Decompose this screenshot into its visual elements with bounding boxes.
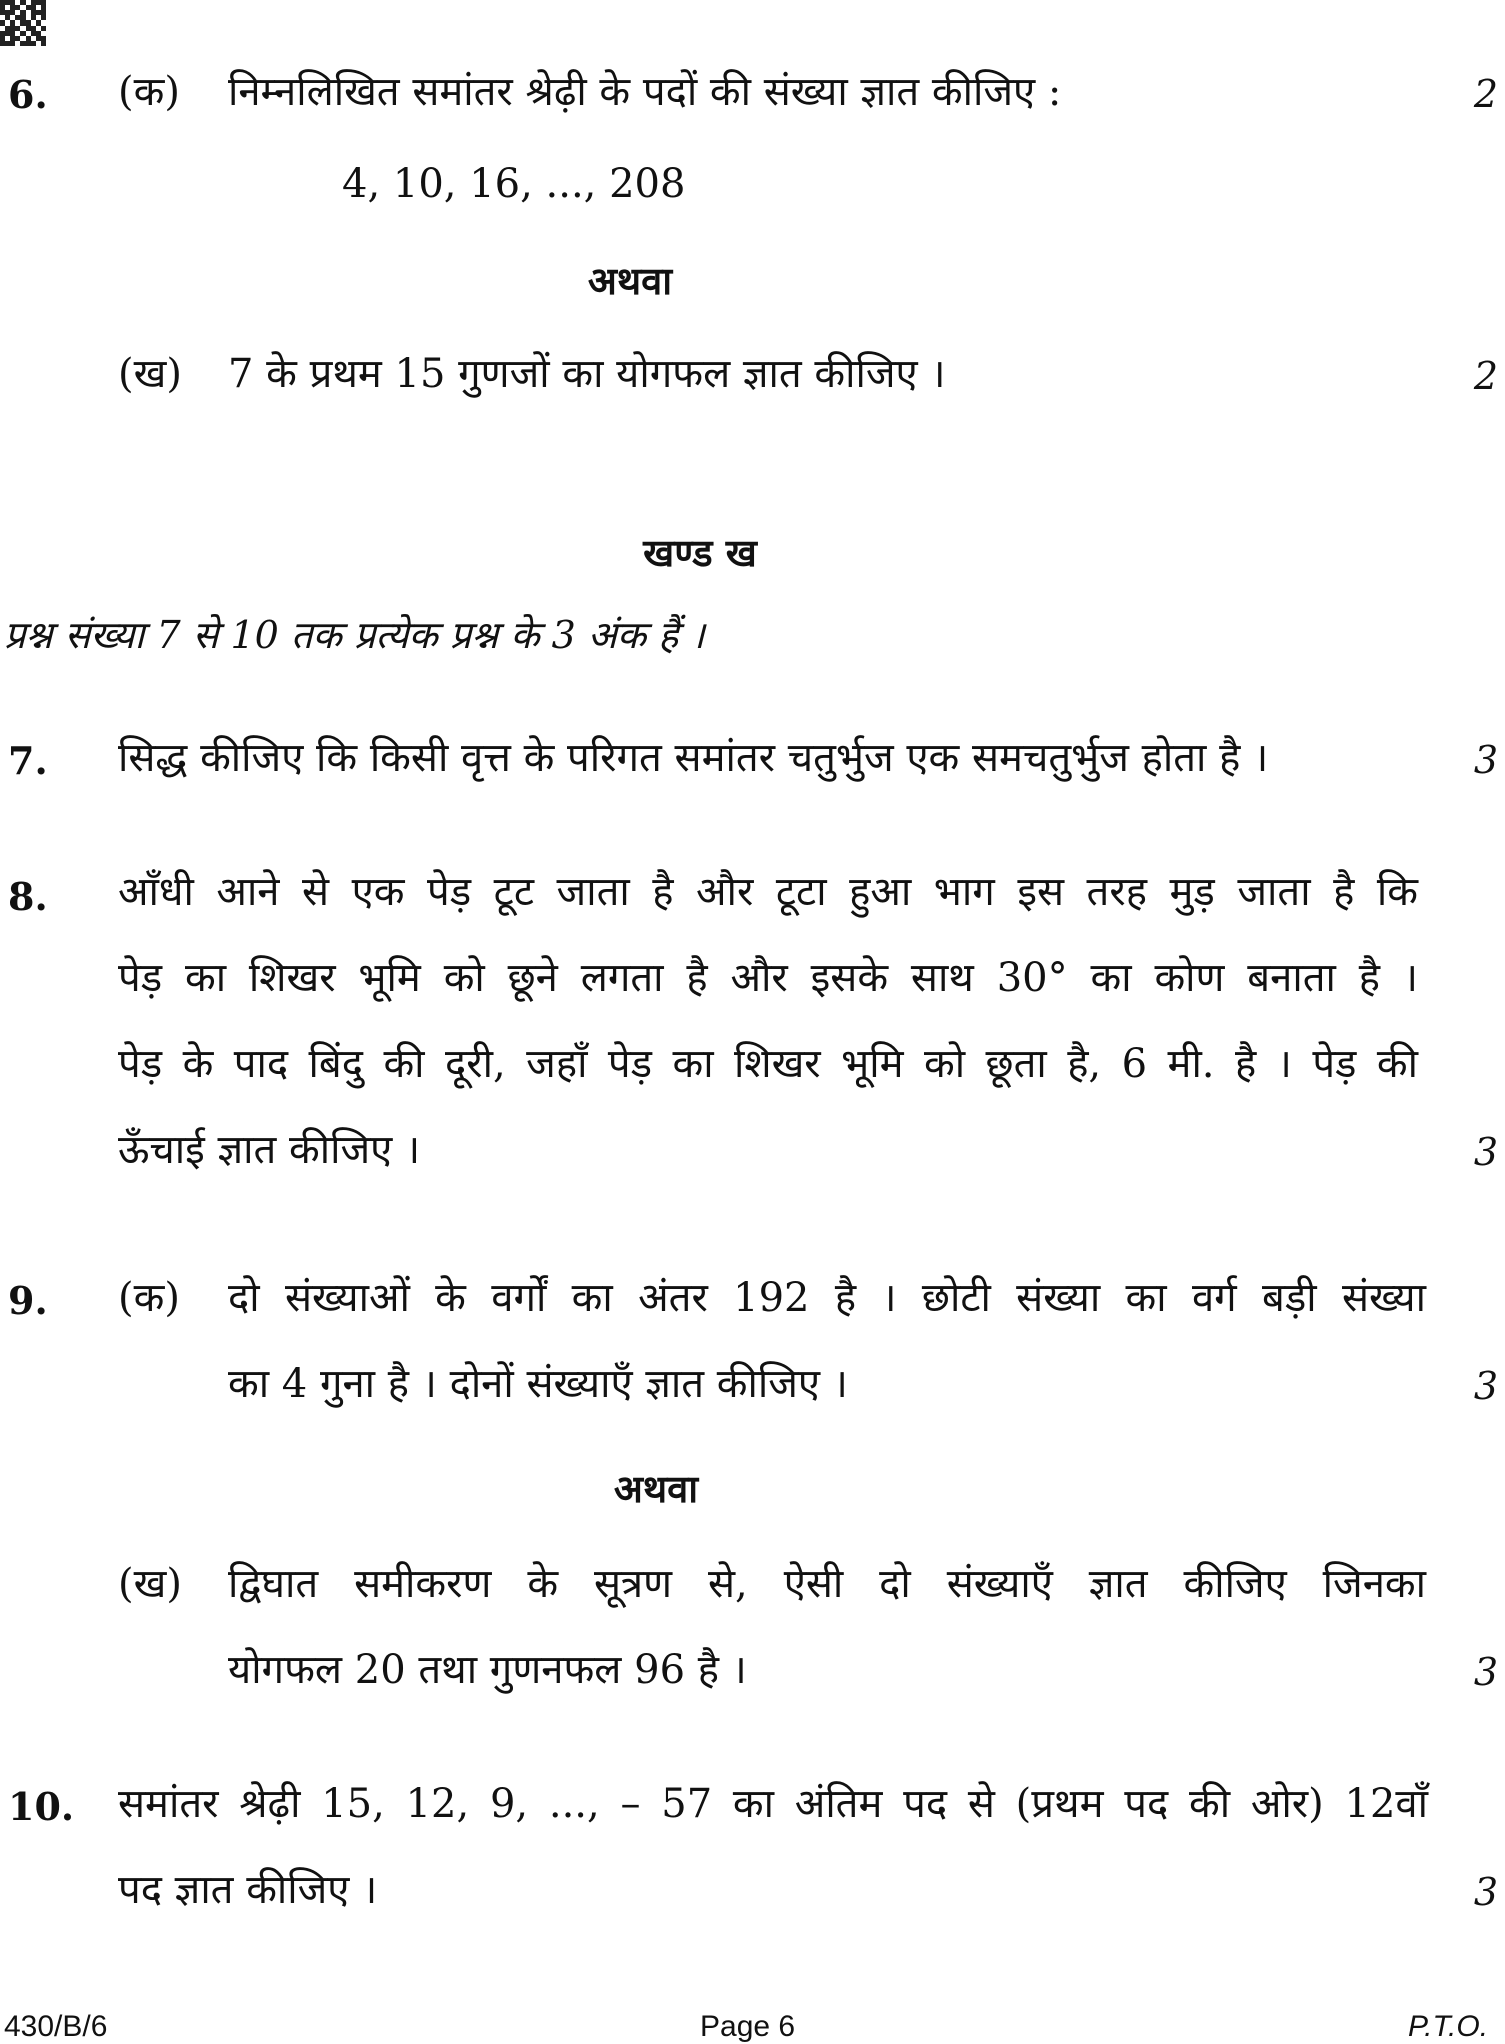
question-text: निम्नलिखित समांतर श्रेढ़ी के पदों की संख्या ज्ञात कीजिए : <box>228 69 1062 115</box>
marks: 3 <box>1473 738 1498 782</box>
question-text-line: समांतर श्रेढ़ी 15, 12, 9, ..., – 57 का अंतिम पद से (प्रथम पद की ओर) 12वाँ <box>118 1781 1428 1827</box>
question-number: 10. <box>8 1784 75 1829</box>
option-label: (ख) <box>118 1561 182 1607</box>
marks: 3 <box>1473 1650 1498 1694</box>
question-text-line: द्विघात समीकरण के सूत्रण से, ऐसी दो संख्याएँ ज्ञात कीजिए जिनका <box>228 1561 1426 1607</box>
option-label: (क) <box>118 1275 180 1321</box>
marks: 2 <box>1473 354 1498 398</box>
series-text: 4, 10, 16, ..., 208 <box>342 161 686 207</box>
or-label: अथवा <box>587 258 673 303</box>
question-number: 6. <box>8 72 48 117</box>
question-text-line: योगफल 20 तथा गुणनफल 96 है । <box>228 1647 747 1693</box>
qr-code <box>0 0 46 46</box>
question-number: 8. <box>8 874 48 919</box>
question-number: 7. <box>8 738 48 783</box>
paper-code: 430/B/6 <box>4 2010 108 2043</box>
question-text-line: पेड़ के पाद बिंदु की दूरी, जहाँ पेड़ का शिखर भूमि को छूता है, 6 मी. है । पेड़ की <box>118 1041 1418 1087</box>
page-number: Page 6 <box>700 2010 796 2043</box>
marks: 2 <box>1473 72 1498 116</box>
question-text-line: का 4 गुना है । दोनों संख्याएँ ज्ञात कीजिए । <box>228 1361 848 1407</box>
marks: 3 <box>1473 1870 1498 1914</box>
pto-label: P.T.O. <box>1408 2010 1489 2043</box>
section-title: खण्ड ख <box>643 530 757 575</box>
question-text-line: ऊँचाई ज्ञात कीजिए । <box>118 1127 421 1173</box>
question-text-line: पेड़ का शिखर भूमि को छूने लगता है और इसके साथ 30° का कोण बनाता है । <box>118 955 1418 1001</box>
marks: 3 <box>1473 1364 1498 1408</box>
question-text: 7 के प्रथम 15 गुणजों का योगफल ज्ञात कीजिए । <box>228 351 946 397</box>
option-label: (ख) <box>118 351 182 397</box>
question-text-line: आँधी आने से एक पेड़ टूट जाता है और टूटा हुआ भाग इस तरह मुड़ जाता है कि <box>118 869 1418 915</box>
marks: 3 <box>1473 1130 1498 1174</box>
question-text-line: पद ज्ञात कीजिए । <box>118 1867 378 1913</box>
section-instruction: प्रश्न संख्या 7 से 10 तक प्रत्येक प्रश्न के 3 अंक हैं । <box>4 613 705 657</box>
or-label: अथवा <box>613 1466 699 1511</box>
question-number: 9. <box>8 1278 48 1323</box>
question-text: सिद्ध कीजिए कि किसी वृत्त के परिगत समांतर चतुर्भुज एक समचतुर्भुज होता है । <box>118 735 1269 781</box>
question-text-line: दो संख्याओं के वर्गों का अंतर 192 है । छोटी संख्या का वर्ग बड़ी संख्या <box>228 1275 1426 1321</box>
option-label: (क) <box>118 69 180 115</box>
